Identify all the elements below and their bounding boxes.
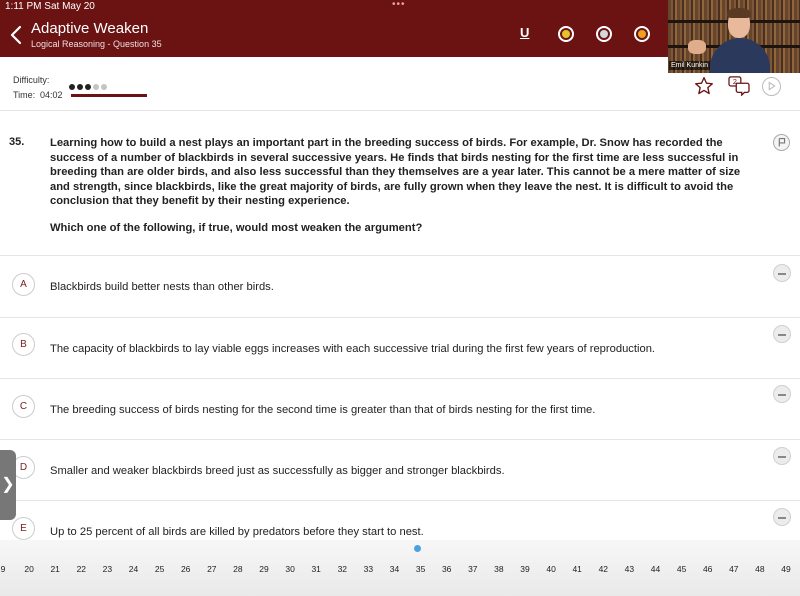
nav-question-40[interactable]: 40 [546,564,556,574]
discussion-count: 2 [732,77,737,87]
page-subtitle: Logical Reasoning - Question 35 [31,39,162,49]
choice-letter[interactable]: D [12,456,35,479]
presenter-name: Emil Kunkin [671,62,708,69]
nav-question-46[interactable]: 46 [702,564,713,574]
star-icon[interactable] [694,76,714,96]
highlight-orange-button[interactable] [634,26,650,42]
video-feed[interactable] [668,0,800,73]
eliminate-button[interactable] [773,385,791,403]
nav-question-9[interactable]: 9 [0,564,6,574]
eliminate-button[interactable] [773,447,791,465]
answer-choice-c[interactable] [0,378,800,440]
nav-question-23[interactable]: 23 [102,564,113,574]
time-progress-fill [71,94,147,97]
choice-text[interactable]: The capacity of blackbirds to lay viable eggs increases with each successive trial during the first few years of reproduction. [50,343,656,355]
nav-question-32[interactable]: 32 [337,564,348,574]
answer-choice-d[interactable] [0,439,800,501]
nav-question-36[interactable]: 36 [441,564,452,574]
difficulty-indicator [69,77,109,95]
nav-question-29[interactable]: 29 [259,564,269,574]
eliminate-button[interactable] [773,325,791,343]
difficulty-dot [85,84,91,90]
chevron-left-icon [8,24,24,46]
status-time: 1:11 PM Sat May 20 [5,1,95,12]
flag-icon [774,135,789,150]
nav-question-30[interactable]: 30 [285,564,295,574]
nav-question-21[interactable]: 21 [50,564,60,574]
nav-question-34[interactable]: 34 [389,564,400,574]
nav-question-45[interactable]: 45 [676,564,687,574]
eliminate-button[interactable] [773,264,791,282]
nav-question-48[interactable]: 48 [755,564,765,574]
highlight-yellow-button[interactable] [558,26,574,42]
time-label: Time: [13,90,36,100]
nav-question-42[interactable]: 42 [598,564,609,574]
nav-question-26[interactable]: 26 [180,564,191,574]
play-icon [763,78,780,95]
highlight-white-button[interactable] [596,26,612,42]
time-value: 04:02 [40,90,63,100]
nav-question-24[interactable]: 24 [128,564,139,574]
presenter-hand [688,40,706,54]
difficulty-dot [101,84,107,90]
difficulty-dot [93,84,99,90]
page-title: Adaptive Weaken [31,20,149,37]
choice-text[interactable]: Up to 25 percent of all birds are killed by predators before they start to nest. [50,526,424,538]
time-progress-bar [71,94,147,97]
nav-question-41[interactable]: 41 [572,564,582,574]
choice-text[interactable]: Blackbirds build better nests than other birds. [50,281,274,293]
difficulty-dot [69,84,75,90]
current-question-indicator [414,545,421,552]
answer-choice-a[interactable] [0,255,800,317]
nav-question-43[interactable]: 43 [624,564,635,574]
nav-question-37[interactable]: 37 [468,564,478,574]
nav-question-25[interactable]: 25 [154,564,165,574]
answer-choice-b[interactable] [0,317,800,379]
highlight-orange-swatch [638,30,646,38]
play-video-button[interactable] [762,77,781,96]
flag-button[interactable] [773,134,790,151]
question-stimulus[interactable]: Learning how to build a nest plays an important part in the breeding success of birds. For example, Dr. Snow has recorded the success of a number of blackbirds in several successive years. He finds that birds nesting for the first time are less successful in breeding than are older birds, and also less successful than they themselves are a year later. This cannot be a mere matter of size and strength, since blackbirds, like the great majority of birds, are fully grown when they leave the nest. It is difficult to avoid the conclusion that they benefit by their nesting experience. [50,137,741,208]
nav-question-39[interactable]: 39 [520,564,530,574]
multitask-dots[interactable]: ••• [392,0,406,10]
choice-letter[interactable]: C [12,395,35,418]
highlight-yellow-swatch [562,30,570,38]
nav-question-49[interactable]: 49 [781,564,791,574]
question-prompt[interactable]: Which one of the following, if true, would most weaken the argument? [50,222,423,234]
discussion-icon[interactable] [728,76,750,96]
question-number: 35. [9,136,25,148]
header-bar [0,0,668,57]
nav-question-31[interactable]: 31 [311,564,321,574]
divider [0,110,800,111]
eliminate-button[interactable] [773,508,791,526]
nav-question-33[interactable]: 33 [363,564,374,574]
choice-text[interactable]: Smaller and weaker blackbirds breed just as successfully as bigger and stronger blackbirds. [50,465,505,477]
choice-letter[interactable]: B [12,333,35,356]
nav-question-47[interactable]: 47 [729,564,739,574]
nav-question-22[interactable]: 22 [76,564,87,574]
choice-text[interactable]: The breeding success of birds nesting for the second time is greater than that of birds nesting for the first time. [50,404,596,416]
highlight-white-swatch [600,30,608,38]
nav-question-35[interactable]: 35 [415,564,426,574]
choice-letter[interactable]: E [12,517,35,540]
nav-question-20[interactable]: 20 [24,564,34,574]
difficulty-dot [77,84,83,90]
choice-letter[interactable]: A [12,273,35,296]
nav-question-38[interactable]: 38 [494,564,504,574]
nav-question-44[interactable]: 44 [650,564,661,574]
side-panel-toggle[interactable]: ❯ [0,450,16,520]
difficulty-label: Difficulty: [13,75,50,85]
underline-icon[interactable]: U [520,25,530,40]
nav-question-27[interactable]: 27 [207,564,217,574]
nav-question-28[interactable]: 28 [233,564,243,574]
back-button[interactable] [8,24,24,46]
